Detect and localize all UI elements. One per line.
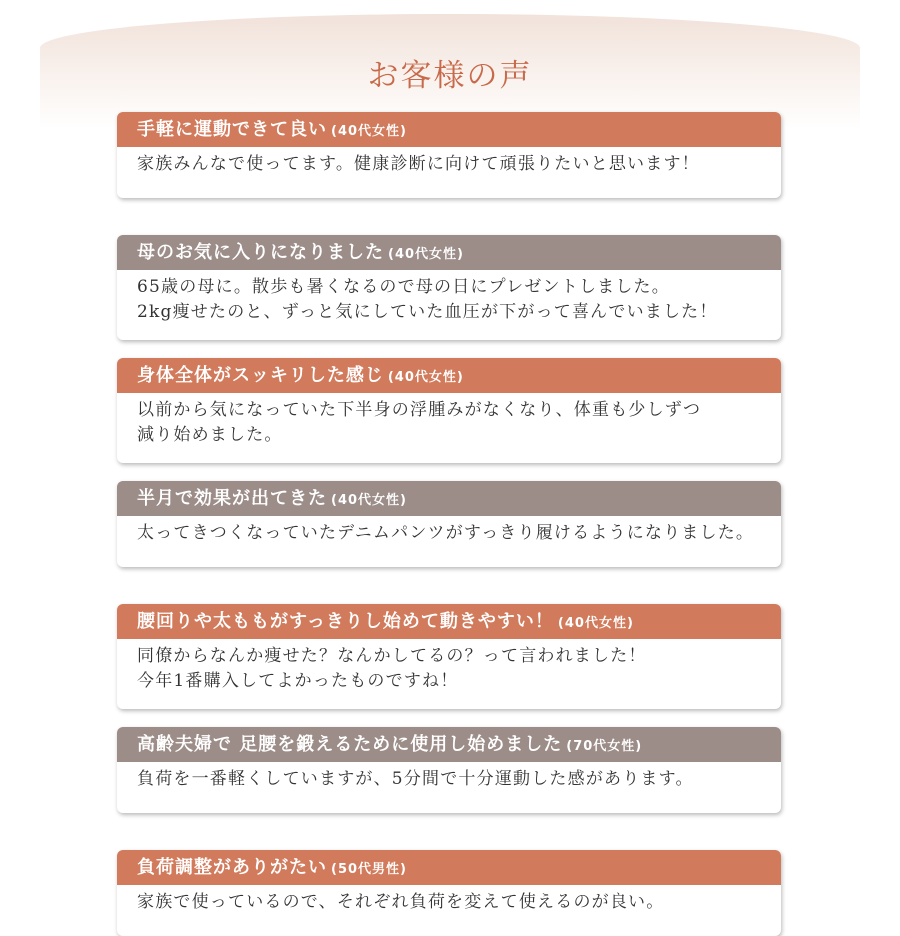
reviewer-age-gender: (50代男性) (331, 862, 407, 877)
review-card (117, 850, 781, 936)
review-text-line: 減り始めました。 (137, 425, 283, 445)
review-card (117, 727, 781, 813)
review-body (117, 762, 781, 792)
reviewer-age-gender: (70代女性) (566, 739, 643, 754)
review-title: 半月で効果が出てきた (137, 488, 327, 509)
review-title: 腰回りや太ももがすっきりし始めて動きやすい！ (137, 611, 554, 632)
review-header (117, 235, 781, 270)
review-text-line: 同僚からなんか痩せた？なんかしてるの？って言われました！ (137, 646, 647, 666)
review-list (117, 112, 781, 936)
review-body (117, 147, 781, 177)
reviewer-age-gender: (40代女性) (387, 370, 464, 385)
review-title: 身体全体がスッキリした感じ (137, 365, 384, 386)
reviewer-age-gender: (40代女性) (557, 616, 634, 631)
review-header (117, 604, 781, 639)
review-card (117, 604, 781, 709)
review-body (117, 639, 781, 694)
page-title: お客様の声 (367, 58, 533, 94)
review-text-line: 負荷を一番軽くしていますが、5分間で十分運動した感があります。 (137, 769, 694, 789)
review-title: 負荷調整がありがたい (137, 857, 327, 878)
reviewer-age-gender: (40代女性) (331, 493, 407, 508)
review-text-line: 今年1番購入してよかったものですね！ (137, 671, 459, 691)
review-header (117, 481, 781, 516)
review-card (117, 112, 781, 198)
review-header (117, 358, 781, 393)
reviewer-age-gender: (40代女性) (388, 247, 464, 262)
review-text-line: 2kg痩せたのと、ずっと気にしていた血圧が下がって喜んでいました！ (137, 302, 718, 322)
review-card (117, 235, 781, 340)
review-body (117, 393, 781, 448)
review-text-line: 以前から気になっていた下半身の浮腫みがなくなり、体重も少しずつ (137, 400, 702, 420)
review-header (117, 850, 781, 885)
review-text-line: 家族で使っているので、それぞれ負荷を変えて使えるのが良い。 (137, 892, 665, 912)
review-header (117, 727, 781, 762)
review-title: 手軽に運動できて良い (137, 119, 327, 140)
review-body (117, 270, 781, 325)
review-text-line: 家族みんなで使ってます。健康診断に向けて頑張りたいと思います！ (137, 154, 700, 174)
review-body (117, 885, 781, 915)
reviewer-age-gender: (40代女性) (331, 124, 407, 139)
review-header (117, 112, 781, 147)
review-card (117, 358, 781, 463)
review-body (117, 516, 781, 546)
review-title: 母のお気に入りになりました (137, 242, 384, 263)
review-text-line: 65歳の母に。散歩も暑くなるので母の日にプレゼントしました。 (137, 277, 670, 297)
review-text-line: 太ってきつくなっていたデニムパンツがすっきり履けるようになりました。 (137, 523, 755, 543)
review-title: 高齢夫婦で 足腰を鍛えるために使用し始めました (137, 734, 563, 755)
review-card (117, 481, 781, 567)
